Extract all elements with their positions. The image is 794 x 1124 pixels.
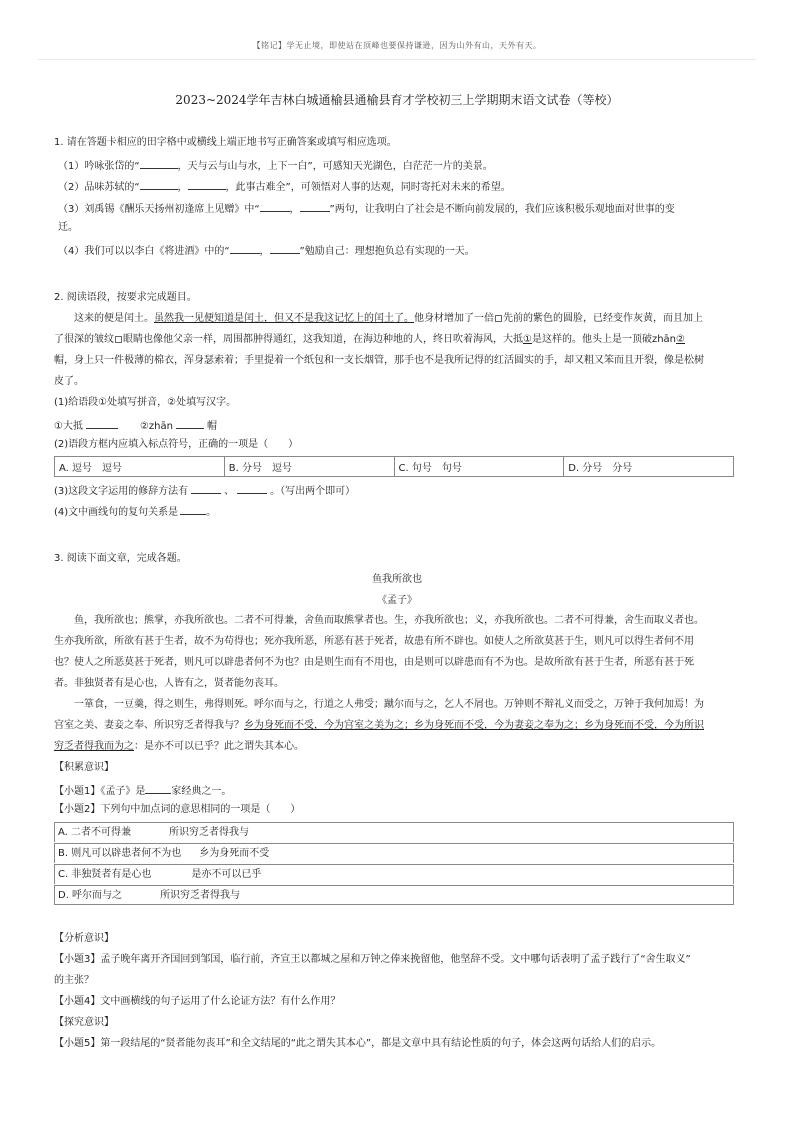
article-author: 《孟子》 bbox=[377, 595, 417, 606]
q3-option-b[interactable] bbox=[54, 843, 734, 863]
q1-item4-text-b: ， bbox=[259, 246, 270, 257]
article-para2-text: 宫室之美、妻妾之奉、所识穷乏者得我与？ bbox=[54, 720, 244, 731]
q1-item1-text-a: （1）吟咏张岱的“ bbox=[58, 161, 140, 172]
q2-passage-line-2 bbox=[54, 333, 685, 347]
punctuation-box-1[interactable] bbox=[495, 315, 502, 322]
q2-sub3 bbox=[54, 482, 355, 499]
section-inquiry: 【探究意识】 bbox=[54, 1017, 114, 1028]
q3-sub2: 【小题2】下列句中加点词的意思相同的一项是（ ） bbox=[54, 804, 301, 815]
q3-option-a-right: 所识穷乏者得我与 bbox=[169, 827, 250, 838]
q2-sub1-label-a: ①大抵 bbox=[54, 421, 83, 432]
q1-item2-text-b: ， bbox=[177, 182, 188, 193]
page-title: 2023~2024学年吉林白城通榆县通榆县育才学校初三上学期期末语文试卷（等校） bbox=[175, 93, 619, 107]
article-title: 鱼我所欲也 bbox=[372, 574, 422, 585]
q1-item2-text-a: （2）品味苏轼的“ bbox=[58, 182, 140, 193]
q3-option-c-right: 是亦不可以已乎 bbox=[191, 869, 262, 880]
q3-option-a[interactable] bbox=[54, 822, 734, 842]
q2-passage-line-4: 皮了。 bbox=[54, 376, 84, 387]
article-para2-line1: 一箪食，一豆羹，得之则生，弗得则死。呼尔而与之，行道之人弗受；蹴尔而与之，乞人不屑也。万钟则不辩礼义而受之，万钟于我何加焉！为 bbox=[74, 699, 704, 710]
q3-option-b-left: B. 则凡可以辟患者何不为也 bbox=[58, 848, 182, 859]
q2-sub2: (2)语段方框内应填入标点符号，正确的一项是（ ） bbox=[54, 439, 299, 450]
q2-blank-relation[interactable] bbox=[180, 503, 206, 515]
q2-stem: 2. 阅读语段，按要求完成题目。 bbox=[54, 292, 197, 303]
article-para1-line4: 者。非独贤者有是心也，人皆有之，贤者能勿丧耳。 bbox=[54, 678, 284, 689]
q2-blank-rhetoric-1[interactable] bbox=[191, 482, 221, 494]
q2-options-table bbox=[54, 456, 734, 477]
q2-option-c[interactable]: C. 句号 句号 bbox=[394, 457, 564, 477]
q2-sub3-text-b: 、 bbox=[224, 486, 235, 497]
q1-item3 bbox=[58, 200, 675, 217]
q2-sub1-label-c: 帽 bbox=[207, 421, 217, 432]
q2-underlined-sentence: 虽然我一见便知道是闰土，但又不是我这记忆上的闰土了。 bbox=[154, 313, 414, 324]
q3-option-d-right: 所识穷乏者得我与 bbox=[160, 890, 241, 901]
q1-item2-text-c: ，此事古难全”，可领悟对人事的达观，同时寄托对未来的希望。 bbox=[225, 182, 511, 193]
q1-item2 bbox=[58, 178, 511, 195]
q3-option-d-left: D. 呼尔而与之 bbox=[58, 890, 123, 901]
q1-item1 bbox=[58, 157, 493, 174]
q2-mark-2: ② bbox=[676, 334, 685, 345]
q1-blank-1[interactable] bbox=[140, 157, 178, 169]
q3-sub4: 【小题4】文中画横线的句子运用了什么论证方法？有什么作用？ bbox=[54, 996, 341, 1007]
q3-option-c[interactable] bbox=[54, 864, 734, 884]
q2-sub4 bbox=[54, 503, 216, 520]
q1-item3-text-c: ”两句，让我明白了社会是不断向前发展的，我们应该积极乐观地面对世事的变 bbox=[329, 204, 675, 215]
q2-p2-text-a: 了很深的皱纹 bbox=[54, 334, 114, 345]
q2-option-a[interactable]: A. 逗号 逗号 bbox=[55, 457, 225, 477]
q3-sub1-text-a: 【小题1】《孟子》是 bbox=[54, 786, 146, 797]
article-para2-line3 bbox=[54, 740, 304, 754]
q1-item4 bbox=[58, 242, 475, 259]
q1-item1-text-b: ，天与云与山与水，上下一白”，可感知天光湖色，白茫茫一片的美景。 bbox=[177, 161, 493, 172]
q1-blank-7[interactable] bbox=[270, 242, 300, 254]
q1-blank-2[interactable] bbox=[140, 178, 178, 190]
q1-blank-3[interactable] bbox=[188, 178, 226, 190]
q3-sub5: 【小题5】第一段结尾的“贤者能勿丧耳”和全文结尾的“此之谓失其本心”，都是文章中具有结论性质的句子，体会这两句话给人们的启示。 bbox=[54, 1038, 662, 1049]
article-underlined-1: 乡为身死而不受，今为宫室之美为之；乡为身死而不受，今为妻妾之奉为之；乡为身死而不受，今为所识 bbox=[244, 720, 704, 731]
q2-sub3-text-c: 。（写出两个即可） bbox=[270, 486, 356, 497]
article-para1-line3: 也？使人之所恶莫甚于死者，则凡可以辟患者何不为也？由是则生而有不用也，由是则可以辟患而有不为也。是故所欲有甚于生者，所恶有甚于死 bbox=[54, 657, 694, 668]
q2-p1-text-b: 他身材增加了一倍 bbox=[414, 313, 494, 324]
section-accumulation: 【积累意识】 bbox=[54, 762, 114, 773]
q2-sub1-answers bbox=[54, 417, 217, 434]
q1-item3-text-a: （3）刘禹锡《酬乐天扬州初逢席上见赠》中“ bbox=[58, 204, 260, 215]
q1-stem: 1. 请在答题卡相应的田字格中或横线上端正地书写正确答案或填写相应选项。 bbox=[54, 137, 397, 148]
q1-blank-4[interactable] bbox=[260, 200, 290, 212]
q2-passage-line-1 bbox=[74, 312, 703, 326]
q3-option-a-left: A. 二者不可得兼 bbox=[58, 827, 132, 838]
q1-item3-text-b: ， bbox=[289, 204, 300, 215]
q3-sub1-text-b: 家经典之一。 bbox=[171, 786, 232, 797]
q2-p1-text: 这来的便是闰土。 bbox=[74, 313, 154, 324]
q2-p2-text-b: 眼睛也像他父亲一样，周围都肿得通红，这我知道，在海边种地的人，终日吹着海风，大抵 bbox=[123, 334, 523, 345]
q3-sub3-line1: 【小题3】孟子晚年离开齐国回到邹国，临行前，齐宣王以都城之屋和万钟之俸来挽留他，他坚辞不受。文中哪句话表明了孟子践行了“舍生取义” bbox=[54, 954, 691, 965]
q2-option-b[interactable]: B. 分号 逗号 bbox=[224, 457, 394, 477]
q2-p1-text-c: 先前的紫色的圆脸，已经变作灰黄，而且加上 bbox=[503, 313, 703, 324]
q2-p2-text-c: 是这样的。他头上是一顶破zhān bbox=[531, 334, 677, 345]
header-motto: 【铭记】学无止境，即使站在顶峰也要保持谦逊，因为山外有山，天外有天。 bbox=[252, 41, 542, 50]
header-divider bbox=[38, 59, 756, 60]
q3-stem: 3. 阅读下面文章，完成各题。 bbox=[54, 553, 187, 564]
q2-sub4-text-a: (4)文中画线句的复句关系是 bbox=[54, 507, 179, 518]
q2-sub4-text-b: 。 bbox=[206, 507, 217, 518]
article-underlined-2: 穷乏者得我而为之 bbox=[54, 741, 134, 752]
q2-option-d[interactable]: D. 分号 分号 bbox=[564, 457, 734, 477]
article-para2-line2 bbox=[54, 719, 704, 733]
q3-sub1 bbox=[54, 782, 231, 799]
q3-option-b-right: 乡为身死而不受 bbox=[199, 848, 270, 859]
q3-blank-school[interactable] bbox=[145, 782, 171, 794]
article-para1-line1: 鱼，我所欲也；熊掌，亦我所欲也。二者不可得兼，舍鱼而取熊掌者也。生，亦我所欲也；义，亦我所欲也。二者不可得兼，舍生而取义者也。 bbox=[74, 615, 704, 626]
q2-sub3-text-a: (3)这段文字运用的修辞方法有 bbox=[54, 486, 189, 497]
q2-blank-rhetoric-2[interactable] bbox=[237, 482, 267, 494]
q1-blank-6[interactable] bbox=[230, 242, 260, 254]
article-para2-end: ：是亦不可以已乎？此之谓失其本心。 bbox=[134, 741, 304, 752]
q2-blank-hanzi[interactable] bbox=[176, 417, 204, 429]
q3-sub3-line2: 的主张？ bbox=[54, 975, 94, 986]
q1-item4-text-c: ”勉励自己：理想抱负总有实现的一天。 bbox=[299, 246, 475, 257]
article-para1-line2: 生亦我所欲，所欲有甚于生者，故不为苟得也；死亦我所恶，所恶有甚于死者，故患有所不辟也。如使人之所欲莫甚于生，则凡可以得生者何不用 bbox=[54, 636, 694, 647]
q1-item4-text-a: （4）我们可以以李白《将进酒》中的“ bbox=[58, 246, 230, 257]
q3-option-c-left: C. 非独贤者有是心也 bbox=[58, 869, 152, 880]
q2-sub1: (1)给语段①处填写拼音，②处填写汉字。 bbox=[54, 397, 237, 408]
q2-mark-1: ① bbox=[523, 334, 532, 345]
q1-blank-5[interactable] bbox=[300, 200, 330, 212]
q1-item3-cont: 迁。 bbox=[58, 222, 78, 233]
section-analysis: 【分析意识】 bbox=[54, 933, 114, 944]
q2-blank-pinyin[interactable] bbox=[86, 417, 118, 429]
q2-passage-line-3: 帽，身上只一件极薄的棉衣，浑身瑟索着；手里提着一个纸包和一支长烟管，那手也不是我所记得的红活圆实的手，却又粗又笨而且开裂，像是松树 bbox=[54, 355, 704, 366]
q2-sub1-label-b: ②zhān bbox=[139, 421, 173, 432]
punctuation-box-2[interactable] bbox=[115, 336, 122, 343]
q3-option-d[interactable] bbox=[54, 885, 734, 905]
